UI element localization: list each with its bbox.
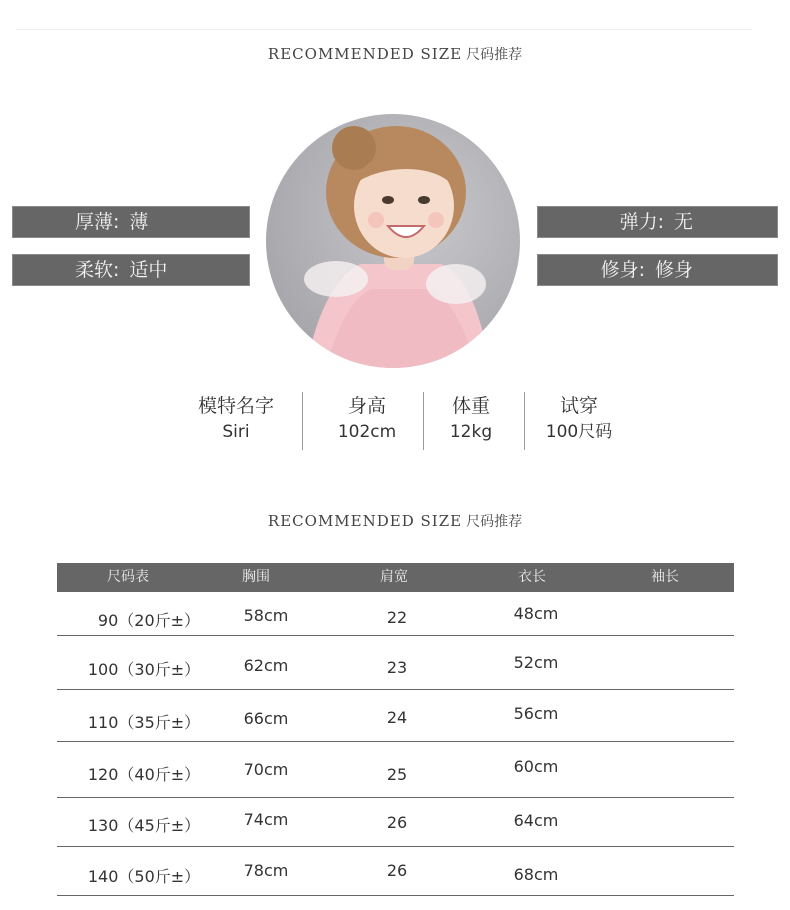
size-table (57, 563, 734, 896)
size-table-header-cell: 肩宽 (380, 569, 408, 585)
model-info-height (322, 392, 412, 444)
shoulder-cell: 23 (386, 658, 408, 677)
length-cell: 56cm (513, 704, 559, 723)
shoulder-cell: 24 (386, 708, 408, 727)
model-info-name (186, 392, 286, 444)
length-cell: 64cm (513, 811, 559, 830)
size-table-header-cell: 袖长 (651, 569, 679, 585)
size-table-row (57, 690, 734, 742)
size-table-header-cell: 尺码表 (107, 569, 149, 585)
chest-cell: 78cm (243, 861, 289, 880)
model-photo-illustration (266, 114, 520, 368)
size-cell: 100（30斤±） (87, 660, 201, 679)
model-info-weight (430, 392, 512, 444)
model-info-value: Siri (222, 422, 250, 442)
chest-cell: 74cm (243, 810, 289, 829)
chest-cell: 66cm (243, 709, 289, 728)
attribute-label: 修身: (600, 259, 645, 281)
size-cell: 130（45斤±） (87, 816, 201, 835)
model-info-divider (302, 392, 303, 450)
model-info-label: 身高 (347, 395, 386, 417)
length-cell: 48cm (513, 604, 559, 623)
size-table-row (57, 798, 734, 847)
model-info-value: 102cm (337, 422, 397, 442)
attribute-label: 柔软: (75, 259, 120, 281)
attribute-label: 弹力: (619, 211, 664, 233)
attribute-thickness (12, 206, 250, 238)
size-table-header (57, 563, 734, 592)
model-info-value: 12kg (449, 422, 493, 442)
size-cell: 140（50斤±） (87, 867, 201, 886)
shoulder-cell: 26 (386, 861, 408, 880)
section-title-cn: 尺码推荐 (466, 47, 523, 63)
shoulder-cell: 22 (386, 608, 408, 627)
section-title-en: RECOMMENDED SIZE (267, 45, 463, 63)
size-table-row (57, 847, 734, 896)
attribute-value: 薄 (129, 211, 149, 233)
size-cell: 90（20斤±） (97, 611, 201, 630)
chest-cell: 58cm (243, 606, 289, 625)
size-cell: 120（40斤±） (87, 765, 201, 784)
size-cell: 110（35斤±） (87, 713, 201, 732)
chest-cell: 62cm (243, 656, 289, 675)
attribute-value: 无 (673, 211, 693, 233)
model-info-value: 100尺码 (545, 422, 613, 442)
section-title-en: RECOMMENDED SIZE (267, 512, 463, 530)
chest-cell: 70cm (243, 760, 289, 779)
model-info-divider (524, 392, 525, 450)
model-info-label: 模特名字 (197, 395, 274, 417)
length-cell: 68cm (513, 865, 559, 884)
shoulder-cell: 25 (386, 765, 408, 784)
size-table-header-cell: 衣长 (518, 569, 546, 585)
size-table-header-cell: 胸围 (242, 569, 270, 585)
size-table-row (57, 636, 734, 690)
model-info (0, 392, 790, 452)
section-title-recommended-size (0, 44, 790, 64)
attribute-value: 适中 (129, 259, 168, 281)
shoulder-cell: 26 (386, 813, 408, 832)
model-info-label: 试穿 (559, 395, 598, 417)
model-info-label: 体重 (451, 395, 490, 417)
size-table-row (57, 592, 734, 636)
length-cell: 52cm (513, 653, 559, 672)
attribute-elasticity (537, 206, 778, 238)
size-table-row (57, 742, 734, 798)
attribute-fit (537, 254, 778, 286)
model-portrait (266, 114, 520, 368)
model-info-divider (423, 392, 424, 450)
length-cell: 60cm (513, 757, 559, 776)
section-title-cn: 尺码推荐 (466, 514, 523, 530)
attribute-softness (12, 254, 250, 286)
attribute-value: 修身 (654, 259, 693, 281)
model-info-tryon (534, 392, 624, 444)
attribute-label: 厚薄: (75, 211, 120, 233)
section-title-recommended-size-2 (0, 511, 790, 531)
top-divider (16, 29, 752, 30)
